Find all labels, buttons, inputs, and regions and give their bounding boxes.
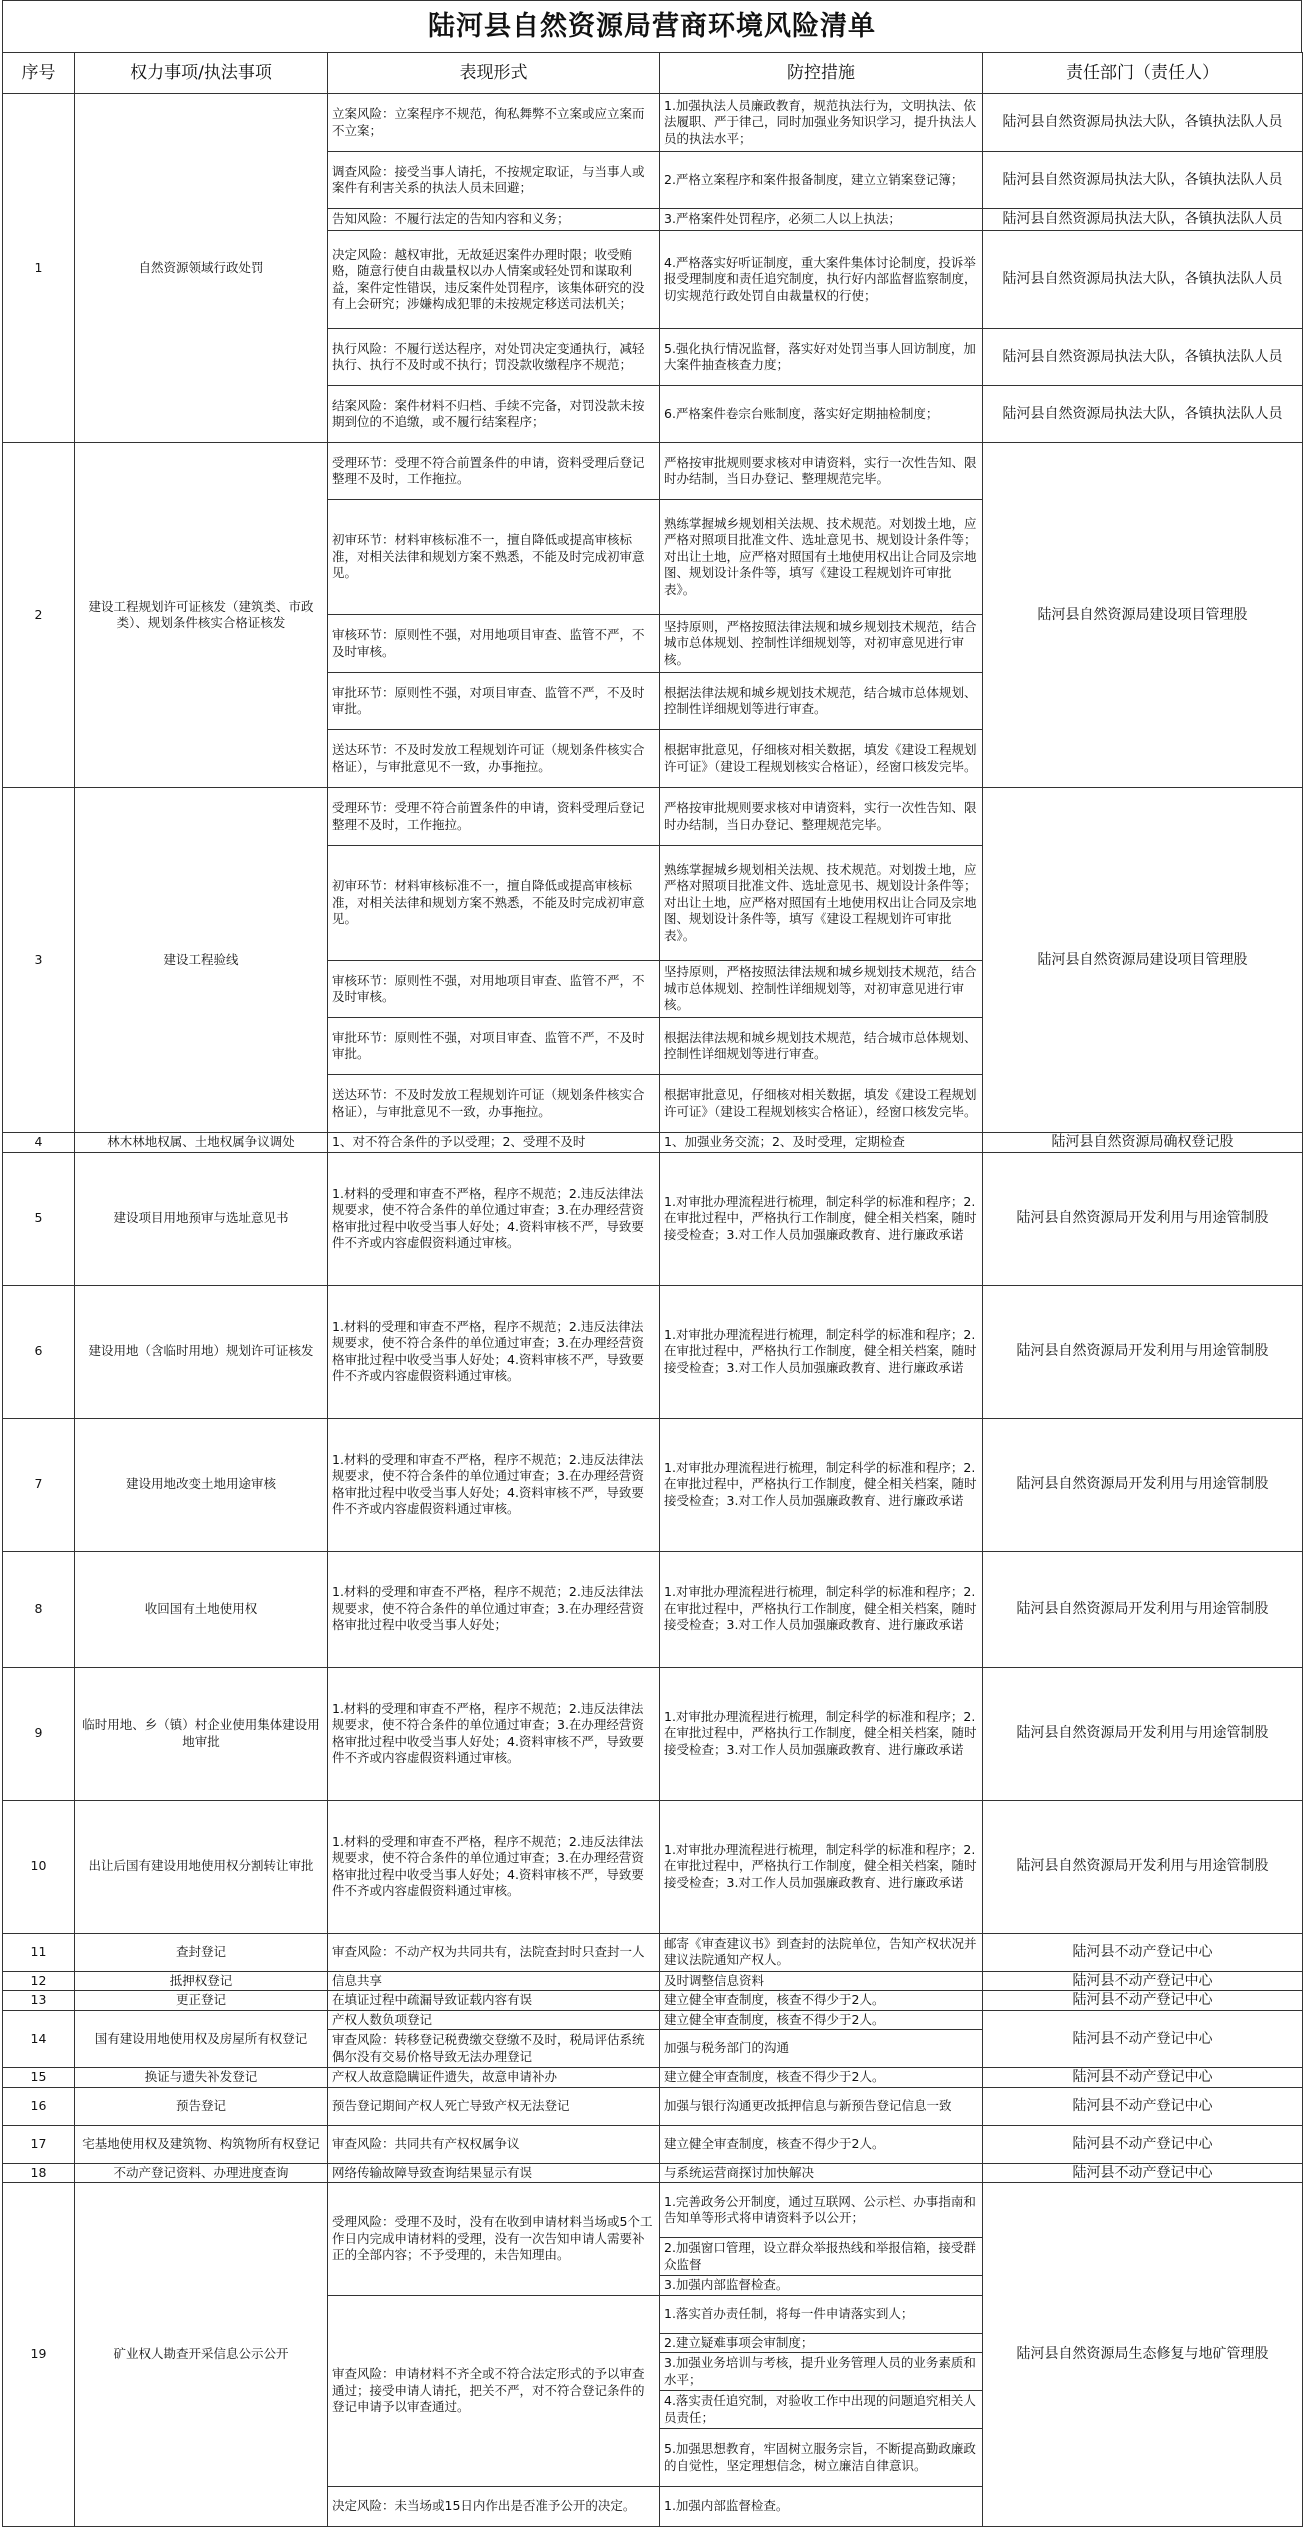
risk-description: 审查风险：转移登记税费缴交登缴不及时，税局评估系统偶尔没有交易价格导致无法办理登记 — [328, 2030, 660, 2068]
row-number: 15 — [3, 2068, 75, 2088]
table-row — [3, 788, 1303, 846]
header-measure: 防控措施 — [660, 53, 983, 94]
table-row — [3, 1667, 1303, 1800]
responsible-dept: 陆河县不动产登记中心 — [983, 2163, 1303, 2183]
power-item: 建设用地改变土地用途审核 — [75, 1418, 328, 1551]
risk-description: 网络传输故障导致查询结果显示有误 — [328, 2163, 660, 2183]
control-measure: 2.加强窗口管理，设立群众举报热线和举报信箱，接受群众监督 — [660, 2238, 983, 2276]
control-measure: 严格按审批规则要求核对申请资料，实行一次性告知、限时办结制，当日办登记、整理规范完毕。 — [660, 788, 983, 846]
table-row — [3, 2087, 1303, 2125]
power-item: 抵押权登记 — [75, 1971, 328, 1991]
row-number: 9 — [3, 1667, 75, 1800]
responsible-dept: 陆河县自然资源局建设项目管理股 — [983, 443, 1303, 788]
responsible-dept: 陆河县自然资源局生态修复与地矿管理股 — [983, 2183, 1303, 2527]
power-item: 国有建设用地使用权及房屋所有权登记 — [75, 2010, 328, 2068]
responsible-dept: 陆河县不动产登记中心 — [983, 1991, 1303, 2011]
control-measure: 与系统运营商探讨加快解决 — [660, 2163, 983, 2183]
control-measure: 建立健全审查制度，核查不得少于2人。 — [660, 2068, 983, 2088]
document-title: 陆河县自然资源局营商环境风险清单 — [2, 0, 1302, 52]
risk-description: 受理环节：受理不符合前置条件的申请，资料受理后登记整理不及时，工作拖拉。 — [328, 788, 660, 846]
row-number: 13 — [3, 1991, 75, 2011]
risk-description: 信息共享 — [328, 1971, 660, 1991]
responsible-dept: 陆河县自然资源局执法大队，各镇执法队人员 — [983, 231, 1303, 329]
power-item: 宅基地使用权及建筑物、构筑物所有权登记 — [75, 2125, 328, 2163]
document-page — [2, 0, 1302, 2527]
table-row — [3, 2183, 1303, 2238]
control-measure: 1.对审批办理流程进行梳理，制定科学的标准和程序；2.在审批过程中，严格执行工作制度，健全相关档案，随时接受检查；3.对工作人员加强廉政教育、进行廉政承诺 — [660, 1551, 983, 1667]
risk-description: 1.材料的受理和审查不严格，程序不规范；2.违反法律法规要求，使不符合条件的单位通过审查；3.在办理经营资格审批过程中收受当事人好处； — [328, 1551, 660, 1667]
responsible-dept: 陆河县自然资源局执法大队，各镇执法队人员 — [983, 386, 1303, 443]
risk-description: 决定风险：未当场或15日内作出是否准予公开的决定。 — [328, 2487, 660, 2527]
row-number: 8 — [3, 1551, 75, 1667]
risk-description: 1、对不符合条件的予以受理；2、受理不及时 — [328, 1133, 660, 1153]
power-item: 矿业权人勘查开采信息公示公开 — [75, 2183, 328, 2527]
control-measure: 熟练掌握城乡规划相关法规、技术规范。对划拨土地，应严格对照项目批准文件、选址意见书、规划设计条件等；对出让土地，应严格对照国有土地使用权出让合同及宗地图、规划设计条件等，填写《建设工程规划许可审批表》。 — [660, 846, 983, 961]
table-row — [3, 2125, 1303, 2163]
responsible-dept: 陆河县自然资源局确权登记股 — [983, 1133, 1303, 1153]
power-item: 建设项目用地预审与选址意见书 — [75, 1152, 328, 1285]
control-measure: 建立健全审查制度，核查不得少于2人。 — [660, 2125, 983, 2163]
power-item: 换证与遗失补发登记 — [75, 2068, 328, 2088]
risk-description: 执行风险：不履行送达程序，对处罚决定变通执行，减轻执行、执行不及时或不执行；罚没款收缴程序不规范； — [328, 329, 660, 386]
row-number: 12 — [3, 1971, 75, 1991]
power-item: 出让后国有建设用地使用权分割转让审批 — [75, 1800, 328, 1933]
responsible-dept: 陆河县不动产登记中心 — [983, 2068, 1303, 2088]
control-measure: 1.对审批办理流程进行梳理，制定科学的标准和程序；2.在审批过程中，严格执行工作制度，健全相关档案，随时接受检查；3.对工作人员加强廉政教育、进行廉政承诺 — [660, 1800, 983, 1933]
responsible-dept: 陆河县不动产登记中心 — [983, 2125, 1303, 2163]
row-number: 11 — [3, 1933, 75, 1971]
risk-description: 初审环节：材料审核标准不一，擅自降低或提高审核标准，对相关法律和规划方案不熟悉，不能及时完成初审意见。 — [328, 846, 660, 961]
table-row — [3, 94, 1303, 152]
control-measure: 根据审批意见，仔细核对相关数据，填发《建设工程规划许可证》（建设工程规划核实合格证），经窗口核发完毕。 — [660, 730, 983, 788]
responsible-dept: 陆河县自然资源局开发利用与用途管制股 — [983, 1418, 1303, 1551]
table-row — [3, 1551, 1303, 1667]
risk-table — [2, 52, 1303, 2527]
row-number: 3 — [3, 788, 75, 1133]
risk-description: 审核环节：原则性不强，对用地项目审查、监管不严，不及时审核。 — [328, 615, 660, 673]
table-row — [3, 2010, 1303, 2030]
risk-description: 审核环节：原则性不强，对用地项目审查、监管不严，不及时审核。 — [328, 961, 660, 1018]
row-number: 1 — [3, 94, 75, 443]
control-measure: 3.加强内部监督检查。 — [660, 2276, 983, 2296]
row-number: 10 — [3, 1800, 75, 1933]
risk-description: 1.材料的受理和审查不严格，程序不规范；2.违反法律法规要求，使不符合条件的单位通过审查；3.在办理经营资格审批过程中收受当事人好处；4.资料审核不严，导致要件不齐或内容虚假资料通过审核。 — [328, 1800, 660, 1933]
control-measure: 1.对审批办理流程进行梳理，制定科学的标准和程序；2.在审批过程中，严格执行工作制度，健全相关档案，随时接受检查；3.对工作人员加强廉政教育、进行廉政承诺 — [660, 1152, 983, 1285]
control-measure: 1.加强执法人员廉政教育，规范执法行为，文明执法、依法履职、严于律己，同时加强业务知识学习，提升执法人员的执法水平； — [660, 94, 983, 152]
risk-description: 产权人故意隐瞒证件遗失，故意申请补办 — [328, 2068, 660, 2088]
control-measure: 及时调整信息资料 — [660, 1971, 983, 1991]
control-measure: 2.建立疑难事项会审制度； — [660, 2333, 983, 2353]
power-item: 不动产登记资料、办理进度查询 — [75, 2163, 328, 2183]
power-item: 更正登记 — [75, 1991, 328, 2011]
table-row — [3, 1152, 1303, 1285]
control-measure: 6.严格案件卷宗台账制度，落实好定期抽检制度； — [660, 386, 983, 443]
row-number: 2 — [3, 443, 75, 788]
power-item: 建设工程规划许可证核发（建筑类、市政类）、规划条件核实合格证核发 — [75, 443, 328, 788]
control-measure: 1.落实首办责任制，将每一件申请落实到人； — [660, 2295, 983, 2333]
risk-description: 1.材料的受理和审查不严格，程序不规范；2.违反法律法规要求，使不符合条件的单位通过审查；3.在办理经营资格审批过程中收受当事人好处；4.资料审核不严，导致要件不齐或内容虚假资料通过审核。 — [328, 1285, 660, 1418]
risk-description: 在填证过程中疏漏导致证载内容有误 — [328, 1991, 660, 2011]
risk-description: 审批环节：原则性不强，对项目审查、监管不严，不及时审批。 — [328, 673, 660, 730]
risk-description: 产权人数负项登记 — [328, 2010, 660, 2030]
responsible-dept: 陆河县不动产登记中心 — [983, 2087, 1303, 2125]
table-row — [3, 1800, 1303, 1933]
control-measure: 1.加强内部监督检查。 — [660, 2487, 983, 2527]
power-item: 建设工程验线 — [75, 788, 328, 1133]
responsible-dept: 陆河县自然资源局开发利用与用途管制股 — [983, 1800, 1303, 1933]
control-measure: 1.对审批办理流程进行梳理，制定科学的标准和程序；2.在审批过程中，严格执行工作制度，健全相关档案，随时接受检查；3.对工作人员加强廉政教育、进行廉政承诺 — [660, 1667, 983, 1800]
risk-description: 送达环节：不及时发放工程规划许可证（规划条件核实合格证），与审批意见不一致，办事拖拉。 — [328, 730, 660, 788]
responsible-dept: 陆河县自然资源局执法大队，各镇执法队人员 — [983, 94, 1303, 152]
power-item: 建设用地（含临时用地）规划许可证核发 — [75, 1285, 328, 1418]
responsible-dept: 陆河县自然资源局开发利用与用途管制股 — [983, 1667, 1303, 1800]
row-number: 16 — [3, 2087, 75, 2125]
control-measure: 根据法律法规和城乡规划技术规范，结合城市总体规划、控制性详细规划等进行审查。 — [660, 673, 983, 730]
risk-description: 审查风险：申请材料不齐全或不符合法定形式的予以审查通过；接受申请人请托，把关不严，对不符合登记条件的登记申请予以审查通过。 — [328, 2295, 660, 2487]
row-number: 14 — [3, 2010, 75, 2068]
header-no: 序号 — [3, 53, 75, 94]
control-measure: 2.严格立案程序和案件报备制度，建立立销案登记簿； — [660, 152, 983, 209]
control-measure: 坚持原则，严格按照法律法规和城乡规划技术规范，结合城市总体规划、控制性详细规划等，对初审意见进行审核。 — [660, 615, 983, 673]
risk-description: 审查风险：共同共有产权权属争议 — [328, 2125, 660, 2163]
risk-description: 决定风险：越权审批，无故延迟案件办理时限；收受贿赂，随意行使自由裁量权以办人情案或轻处罚和谋取利益，案件定性错误，违反案件处罚程序，该集体研究的没有上会研究；涉嫌构成犯罪的未按规定移送司法机关； — [328, 231, 660, 329]
table-header-row — [3, 53, 1303, 94]
control-measure: 建立健全审查制度，核查不得少于2人。 — [660, 1991, 983, 2011]
risk-description: 调查风险：接受当事人请托，不按规定取证，与当事人或案件有利害关系的执法人员未回避； — [328, 152, 660, 209]
row-number: 7 — [3, 1418, 75, 1551]
header-dept: 责任部门（责任人） — [983, 53, 1303, 94]
risk-description: 1.材料的受理和审查不严格，程序不规范；2.违反法律法规要求，使不符合条件的单位通过审查；3.在办理经营资格审批过程中收受当事人好处；4.资料审核不严，导致要件不齐或内容虚假资料通过审核。 — [328, 1418, 660, 1551]
control-measure: 加强与银行沟通更改抵押信息与新预告登记信息一致 — [660, 2087, 983, 2125]
control-measure: 邮寄《审查建议书》到查封的法院单位，告知产权状况并建议法院通知产权人。 — [660, 1933, 983, 1971]
control-measure: 根据审批意见，仔细核对相关数据，填发《建设工程规划许可证》（建设工程规划核实合格证），经窗口核发完毕。 — [660, 1075, 983, 1133]
responsible-dept: 陆河县自然资源局执法大队，各镇执法队人员 — [983, 329, 1303, 386]
header-item: 权力事项/执法事项 — [75, 53, 328, 94]
risk-description: 审批环节：原则性不强，对项目审查、监管不严，不及时审批。 — [328, 1018, 660, 1075]
control-measure: 加强与税务部门的沟通 — [660, 2030, 983, 2068]
risk-description: 审查风险：不动产权为共同共有，法院查封时只查封一人 — [328, 1933, 660, 1971]
risk-description: 受理风险：受理不及时，没有在收到申请材料当场或5个工作日内完成申请材料的受理，没有一次告知申请人需要补正的全部内容；不予受理的，未告知理由。 — [328, 2183, 660, 2296]
row-number: 4 — [3, 1133, 75, 1153]
responsible-dept: 陆河县自然资源局执法大队，各镇执法队人员 — [983, 152, 1303, 209]
row-number: 6 — [3, 1285, 75, 1418]
control-measure: 建立健全审查制度，核查不得少于2人。 — [660, 2010, 983, 2030]
control-measure: 熟练掌握城乡规划相关法规、技术规范。对划拨土地，应严格对照项目批准文件、选址意见书、规划设计条件等；对出让土地，应严格对照国有土地使用权出让合同及宗地图、规划设计条件等，填写《建设工程规划许可审批表》。 — [660, 500, 983, 615]
responsible-dept: 陆河县自然资源局开发利用与用途管制股 — [983, 1152, 1303, 1285]
table-row — [3, 1418, 1303, 1551]
control-measure: 1.完善政务公开制度，通过互联网、公示栏、办事指南和告知单等形式将申请资料予以公开； — [660, 2183, 983, 2238]
control-measure: 1.对审批办理流程进行梳理，制定科学的标准和程序；2.在审批过程中，严格执行工作制度，健全相关档案，随时接受检查；3.对工作人员加强廉政教育、进行廉政承诺 — [660, 1418, 983, 1551]
responsible-dept: 陆河县自然资源局建设项目管理股 — [983, 788, 1303, 1133]
power-item: 自然资源领域行政处罚 — [75, 94, 328, 443]
table-row — [3, 443, 1303, 500]
control-measure: 5.强化执行情况监督，落实好对处罚当事人回访制度，加大案件抽查核查力度； — [660, 329, 983, 386]
control-measure: 1.对审批办理流程进行梳理，制定科学的标准和程序；2.在审批过程中，严格执行工作制度，健全相关档案，随时接受检查；3.对工作人员加强廉政教育、进行廉政承诺 — [660, 1285, 983, 1418]
control-measure: 3.加强业务培训与考核，提升业务管理人员的业务素质和水平； — [660, 2353, 983, 2391]
responsible-dept: 陆河县不动产登记中心 — [983, 1971, 1303, 1991]
power-item: 查封登记 — [75, 1933, 328, 1971]
risk-description: 1.材料的受理和审查不严格，程序不规范；2.违反法律法规要求，使不符合条件的单位通过审查；3.在办理经营资格审批过程中收受当事人好处；4.资料审核不严，导致要件不齐或内容虚假资料通过审核。 — [328, 1152, 660, 1285]
risk-description: 受理环节：受理不符合前置条件的申请，资料受理后登记整理不及时，工作拖拉。 — [328, 443, 660, 500]
table-row — [3, 1991, 1303, 2011]
table-row — [3, 2068, 1303, 2088]
row-number: 19 — [3, 2183, 75, 2527]
responsible-dept: 陆河县自然资源局执法大队，各镇执法队人员 — [983, 209, 1303, 231]
power-item: 预告登记 — [75, 2087, 328, 2125]
risk-description: 初审环节：材料审核标准不一，擅自降低或提高审核标准，对相关法律和规划方案不熟悉，不能及时完成初审意见。 — [328, 500, 660, 615]
risk-description: 结案风险：案件材料不归档、手续不完备，对罚没款未按期到位的不追缴，或不履行结案程序； — [328, 386, 660, 443]
responsible-dept: 陆河县不动产登记中心 — [983, 2010, 1303, 2068]
control-measure: 4.严格落实好听证制度，重大案件集体讨论制度，投诉举报受理制度和责任追究制度，执行好内部监督监察制度，切实规范行政处罚自由裁量权的行使； — [660, 231, 983, 329]
power-item: 林木林地权属、土地权属争议调处 — [75, 1133, 328, 1153]
table-row — [3, 1285, 1303, 1418]
row-number: 18 — [3, 2163, 75, 2183]
risk-description: 预告登记期间产权人死亡导致产权无法登记 — [328, 2087, 660, 2125]
power-item: 收回国有土地使用权 — [75, 1551, 328, 1667]
table-row — [3, 1971, 1303, 1991]
control-measure: 严格按审批规则要求核对申请资料，实行一次性告知、限时办结制，当日办登记、整理规范完毕。 — [660, 443, 983, 500]
table-row — [3, 1133, 1303, 1153]
control-measure: 坚持原则，严格按照法律法规和城乡规划技术规范，结合城市总体规划、控制性详细规划等，对初审意见进行审核。 — [660, 961, 983, 1018]
control-measure: 根据法律法规和城乡规划技术规范，结合城市总体规划、控制性详细规划等进行审查。 — [660, 1018, 983, 1075]
row-number: 5 — [3, 1152, 75, 1285]
control-measure: 5.加强思想教育，牢固树立服务宗旨，不断提高勤政廉政的自觉性，坚定理想信念，树立廉洁自律意识。 — [660, 2429, 983, 2487]
row-number: 17 — [3, 2125, 75, 2163]
header-risk: 表现形式 — [328, 53, 660, 94]
table-row — [3, 1933, 1303, 1971]
risk-description: 送达环节：不及时发放工程规划许可证（规划条件核实合格证），与审批意见不一致，办事拖拉。 — [328, 1075, 660, 1133]
control-measure: 3.严格案件处罚程序，必须二人以上执法； — [660, 209, 983, 231]
risk-description: 1.材料的受理和审查不严格，程序不规范；2.违反法律法规要求，使不符合条件的单位通过审查；3.在办理经营资格审批过程中收受当事人好处；4.资料审核不严，导致要件不齐或内容虚假资料通过审核。 — [328, 1667, 660, 1800]
responsible-dept: 陆河县自然资源局开发利用与用途管制股 — [983, 1551, 1303, 1667]
responsible-dept: 陆河县不动产登记中心 — [983, 1933, 1303, 1971]
table-row — [3, 2163, 1303, 2183]
risk-description: 立案风险：立案程序不规范，徇私舞弊不立案或应立案而不立案； — [328, 94, 660, 152]
risk-description: 告知风险：不履行法定的告知内容和义务； — [328, 209, 660, 231]
table-body — [3, 94, 1303, 2527]
control-measure: 4.落实责任追究制，对验收工作中出现的问题追究相关人员责任； — [660, 2391, 983, 2429]
control-measure: 1、加强业务交流；2、及时受理，定期检查 — [660, 1133, 983, 1153]
power-item: 临时用地、乡（镇）村企业使用集体建设用地审批 — [75, 1667, 328, 1800]
responsible-dept: 陆河县自然资源局开发利用与用途管制股 — [983, 1285, 1303, 1418]
